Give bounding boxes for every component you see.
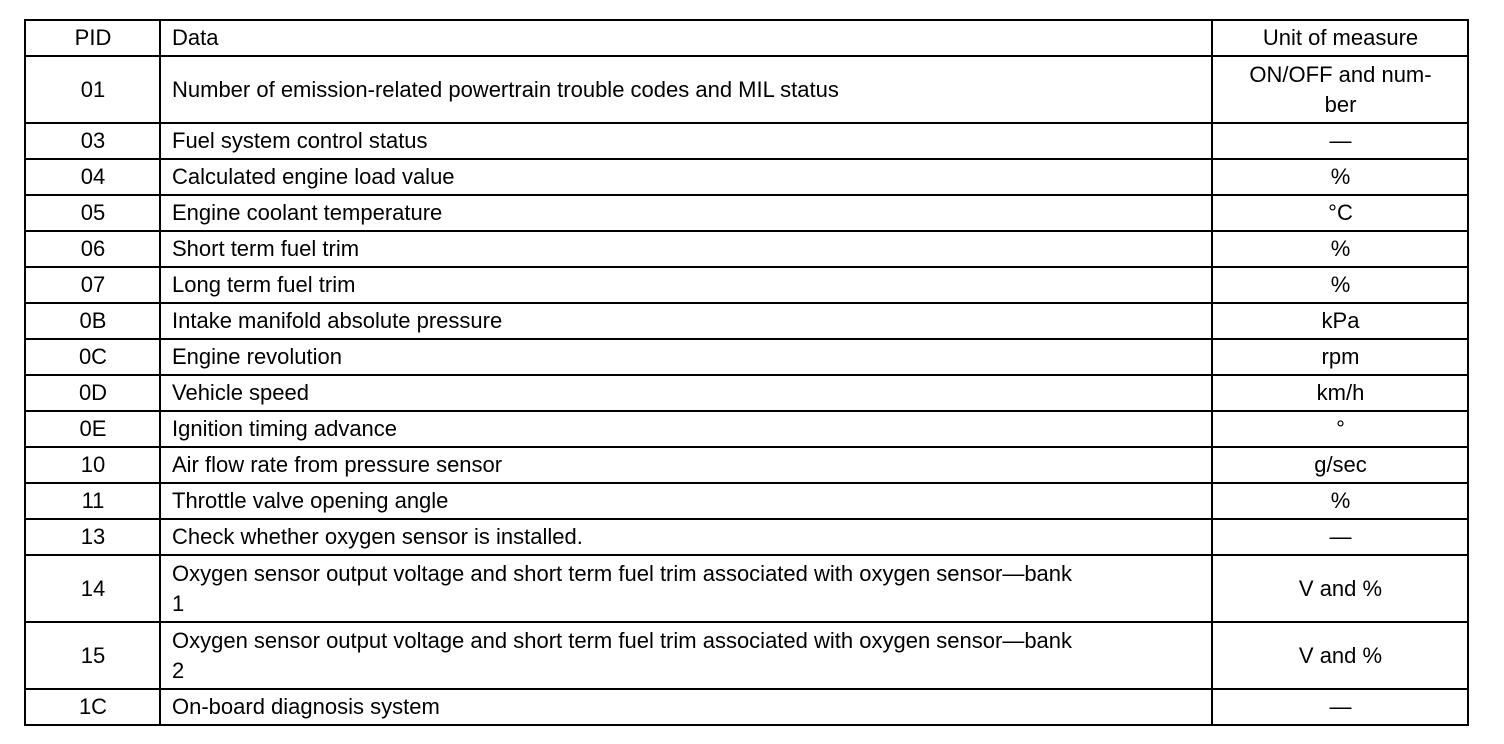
data-cell: Throttle valve opening angle xyxy=(160,483,1212,519)
table-row xyxy=(25,303,1468,339)
table-row xyxy=(25,267,1468,303)
unit-cell xyxy=(1212,56,1468,123)
header-unit: Unit of measure xyxy=(1212,20,1468,56)
unit-cell: % xyxy=(1212,483,1468,519)
pid-cell: 03 xyxy=(25,123,160,159)
pid-cell: 15 xyxy=(25,622,160,689)
pid-cell: 0E xyxy=(25,411,160,447)
unit-cell: kPa xyxy=(1212,303,1468,339)
unit-cell: V and % xyxy=(1212,622,1468,689)
data-cell: Engine revolution xyxy=(160,339,1212,375)
data-cell-line: 1 xyxy=(172,590,185,616)
unit-cell: — xyxy=(1212,123,1468,159)
pid-cell: 11 xyxy=(25,483,160,519)
table-row xyxy=(25,555,1468,622)
pid-cell: 07 xyxy=(25,267,160,303)
table-row xyxy=(25,339,1468,375)
unit-cell: — xyxy=(1212,519,1468,555)
table-row xyxy=(25,411,1468,447)
pid-table-container xyxy=(24,19,1467,726)
unit-cell: ° xyxy=(1212,411,1468,447)
table-row xyxy=(25,56,1468,123)
pid-cell: 1C xyxy=(25,689,160,725)
unit-cell: % xyxy=(1212,267,1468,303)
pid-cell: 06 xyxy=(25,231,160,267)
unit-cell: °C xyxy=(1212,195,1468,231)
data-cell xyxy=(160,622,1212,689)
pid-cell: 05 xyxy=(25,195,160,231)
pid-cell: 10 xyxy=(25,447,160,483)
table-row xyxy=(25,123,1468,159)
data-cell: Check whether oxygen sensor is installed. xyxy=(160,519,1212,555)
table-row xyxy=(25,159,1468,195)
pid-cell: 0D xyxy=(25,375,160,411)
unit-cell: V and % xyxy=(1212,555,1468,622)
table-row xyxy=(25,689,1468,725)
data-cell: Long term fuel trim xyxy=(160,267,1212,303)
table-row xyxy=(25,375,1468,411)
data-cell-line: Oxygen sensor output voltage and short term fuel trim associated with oxygen sensor—bank xyxy=(172,627,1073,653)
table-row xyxy=(25,519,1468,555)
pid-table xyxy=(24,19,1469,726)
table-row xyxy=(25,195,1468,231)
data-cell: Vehicle speed xyxy=(160,375,1212,411)
data-cell: On-board diagnosis system xyxy=(160,689,1212,725)
pid-cell: 04 xyxy=(25,159,160,195)
data-cell: Intake manifold absolute pressure xyxy=(160,303,1212,339)
table-row xyxy=(25,622,1468,689)
pid-cell: 13 xyxy=(25,519,160,555)
header-data: Data xyxy=(160,20,1212,56)
unit-cell: % xyxy=(1212,159,1468,195)
pid-cell: 14 xyxy=(25,555,160,622)
data-cell: Number of emission-related powertrain trouble codes and MIL status xyxy=(160,56,1212,123)
data-cell-line: Oxygen sensor output voltage and short term fuel trim associated with oxygen sensor—bank xyxy=(172,560,1073,586)
pid-cell: 0B xyxy=(25,303,160,339)
header-pid: PID xyxy=(25,20,160,56)
unit-cell: % xyxy=(1212,231,1468,267)
data-cell: Ignition timing advance xyxy=(160,411,1212,447)
unit-cell: km/h xyxy=(1212,375,1468,411)
table-row xyxy=(25,231,1468,267)
unit-cell: g/sec xyxy=(1212,447,1468,483)
data-cell xyxy=(160,555,1212,622)
data-cell: Air flow rate from pressure sensor xyxy=(160,447,1212,483)
table-header-row xyxy=(25,20,1468,56)
data-cell: Fuel system control status xyxy=(160,123,1212,159)
data-cell-line: 2 xyxy=(172,657,185,683)
pid-cell: 01 xyxy=(25,56,160,123)
data-cell: Engine coolant temperature xyxy=(160,195,1212,231)
data-cell: Calculated engine load value xyxy=(160,159,1212,195)
table-row xyxy=(25,447,1468,483)
unit-cell-line: ON/OFF and num- xyxy=(1249,61,1432,87)
unit-cell: rpm xyxy=(1212,339,1468,375)
pid-cell: 0C xyxy=(25,339,160,375)
table-body xyxy=(25,56,1468,725)
data-cell: Short term fuel trim xyxy=(160,231,1212,267)
table-row xyxy=(25,483,1468,519)
unit-cell: — xyxy=(1212,689,1468,725)
unit-cell-line: ber xyxy=(1324,91,1357,117)
